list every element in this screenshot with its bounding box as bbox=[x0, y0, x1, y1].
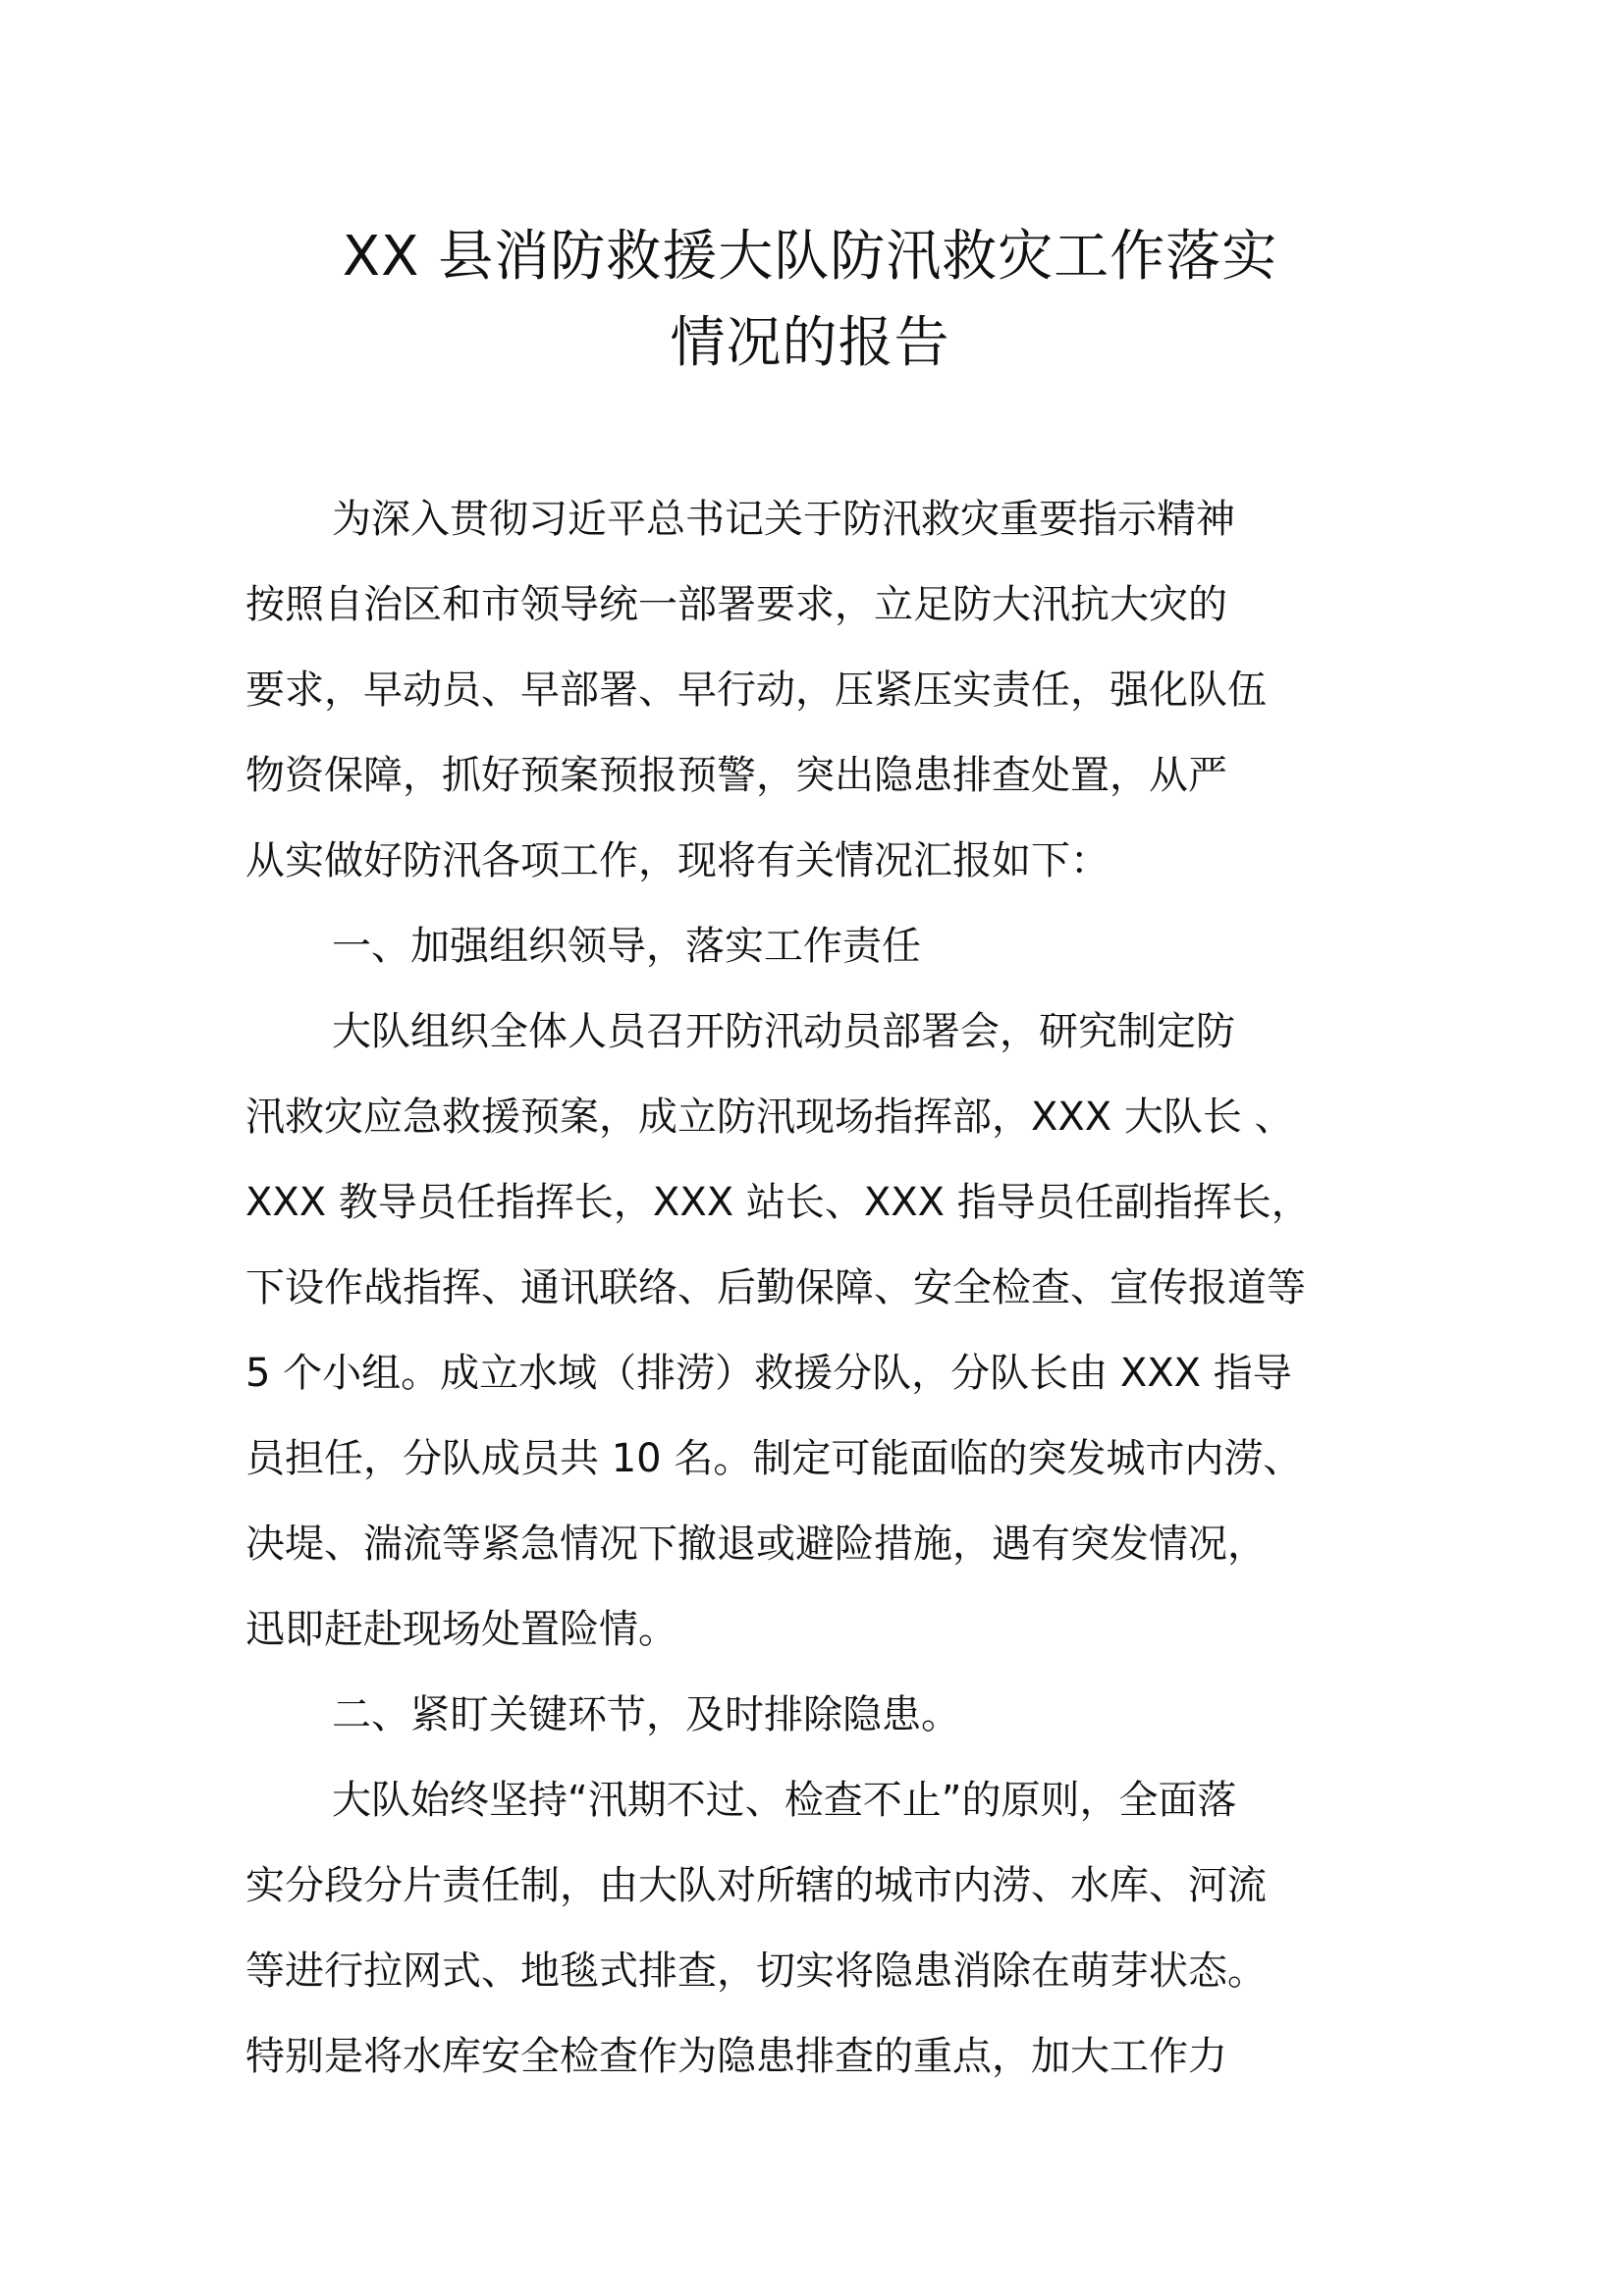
section-heading-2: 二、紧盯关键环节，及时排除隐患。 bbox=[332, 1692, 960, 1737]
section-2-paragraph-line-3: 等进行拉网式、地毯式排查，切实将隐患消除在萌芽状态。 bbox=[245, 1949, 1267, 1994]
document-title bbox=[196, 214, 1424, 387]
section-2-paragraph-line-2: 实分段分片责任制，由大队对所辖的城市内涝、水库、河流 bbox=[245, 1863, 1267, 1908]
section-1-paragraph-line-1: 大队组织全体人员召开防汛动员部署会，研究制定防 bbox=[332, 1009, 1235, 1054]
title-line-1: XX 县消防救援大队防汛救灾工作落实 bbox=[342, 225, 1278, 289]
intro-paragraph-line-5: 从实做好防汛各项工作，现将有关情况汇报如下： bbox=[245, 838, 1109, 883]
title-line-2: 情况的报告 bbox=[670, 311, 950, 375]
intro-paragraph-line-4: 物资保障，抓好预案预报预警，突出隐患排查处置，从严 bbox=[245, 753, 1227, 798]
intro-paragraph-line-2: 按照自治区和市领导统一部署要求，立足防大汛抗大灾的 bbox=[245, 582, 1227, 627]
section-1-paragraph-line-2: 汛救灾应急救援预案，成立防汛现场指挥部，XXX 大队长 、 bbox=[245, 1095, 1294, 1140]
section-1-paragraph-line-4: 下设作战指挥、通讯联络、后勤保障、安全检查、宣传报道等 bbox=[245, 1265, 1306, 1310]
section-1-paragraph-line-7: 决堤、湍流等紧急情况下撤退或避险措施，遇有突发情况， bbox=[245, 1522, 1267, 1567]
section-1-paragraph-line-3: XXX 教导员任指挥长，XXX 站长、XXX 指导员任副指挥长， bbox=[245, 1180, 1311, 1225]
section-2-paragraph-line-1: 大队始终坚持“汛期不过、检查不止”的原则，全面落 bbox=[332, 1778, 1237, 1823]
intro-paragraph-line-1: 为深入贯彻习近平总书记关于防汛救灾重要指示精神 bbox=[332, 497, 1235, 542]
section-heading-1: 一、加强组织领导，落实工作责任 bbox=[332, 924, 921, 969]
section-1-paragraph-line-5: 5 个小组。成立水域（排涝）救援分队，分队长由 XXX 指导 bbox=[245, 1351, 1292, 1396]
document-body bbox=[245, 477, 1384, 2100]
section-1-paragraph-line-6: 员担任，分队成员共 10 名。制定可能面临的突发城市内涝、 bbox=[245, 1436, 1303, 1481]
intro-paragraph-line-3: 要求，早动员、早部署、早行动，压紧压实责任，强化队伍 bbox=[245, 667, 1267, 713]
section-1-paragraph-line-8: 迅即赶赴现场处置险情。 bbox=[245, 1607, 677, 1652]
section-2-paragraph-line-4: 特别是将水库安全检查作为隐患排查的重点，加大工作力 bbox=[245, 2034, 1227, 2079]
